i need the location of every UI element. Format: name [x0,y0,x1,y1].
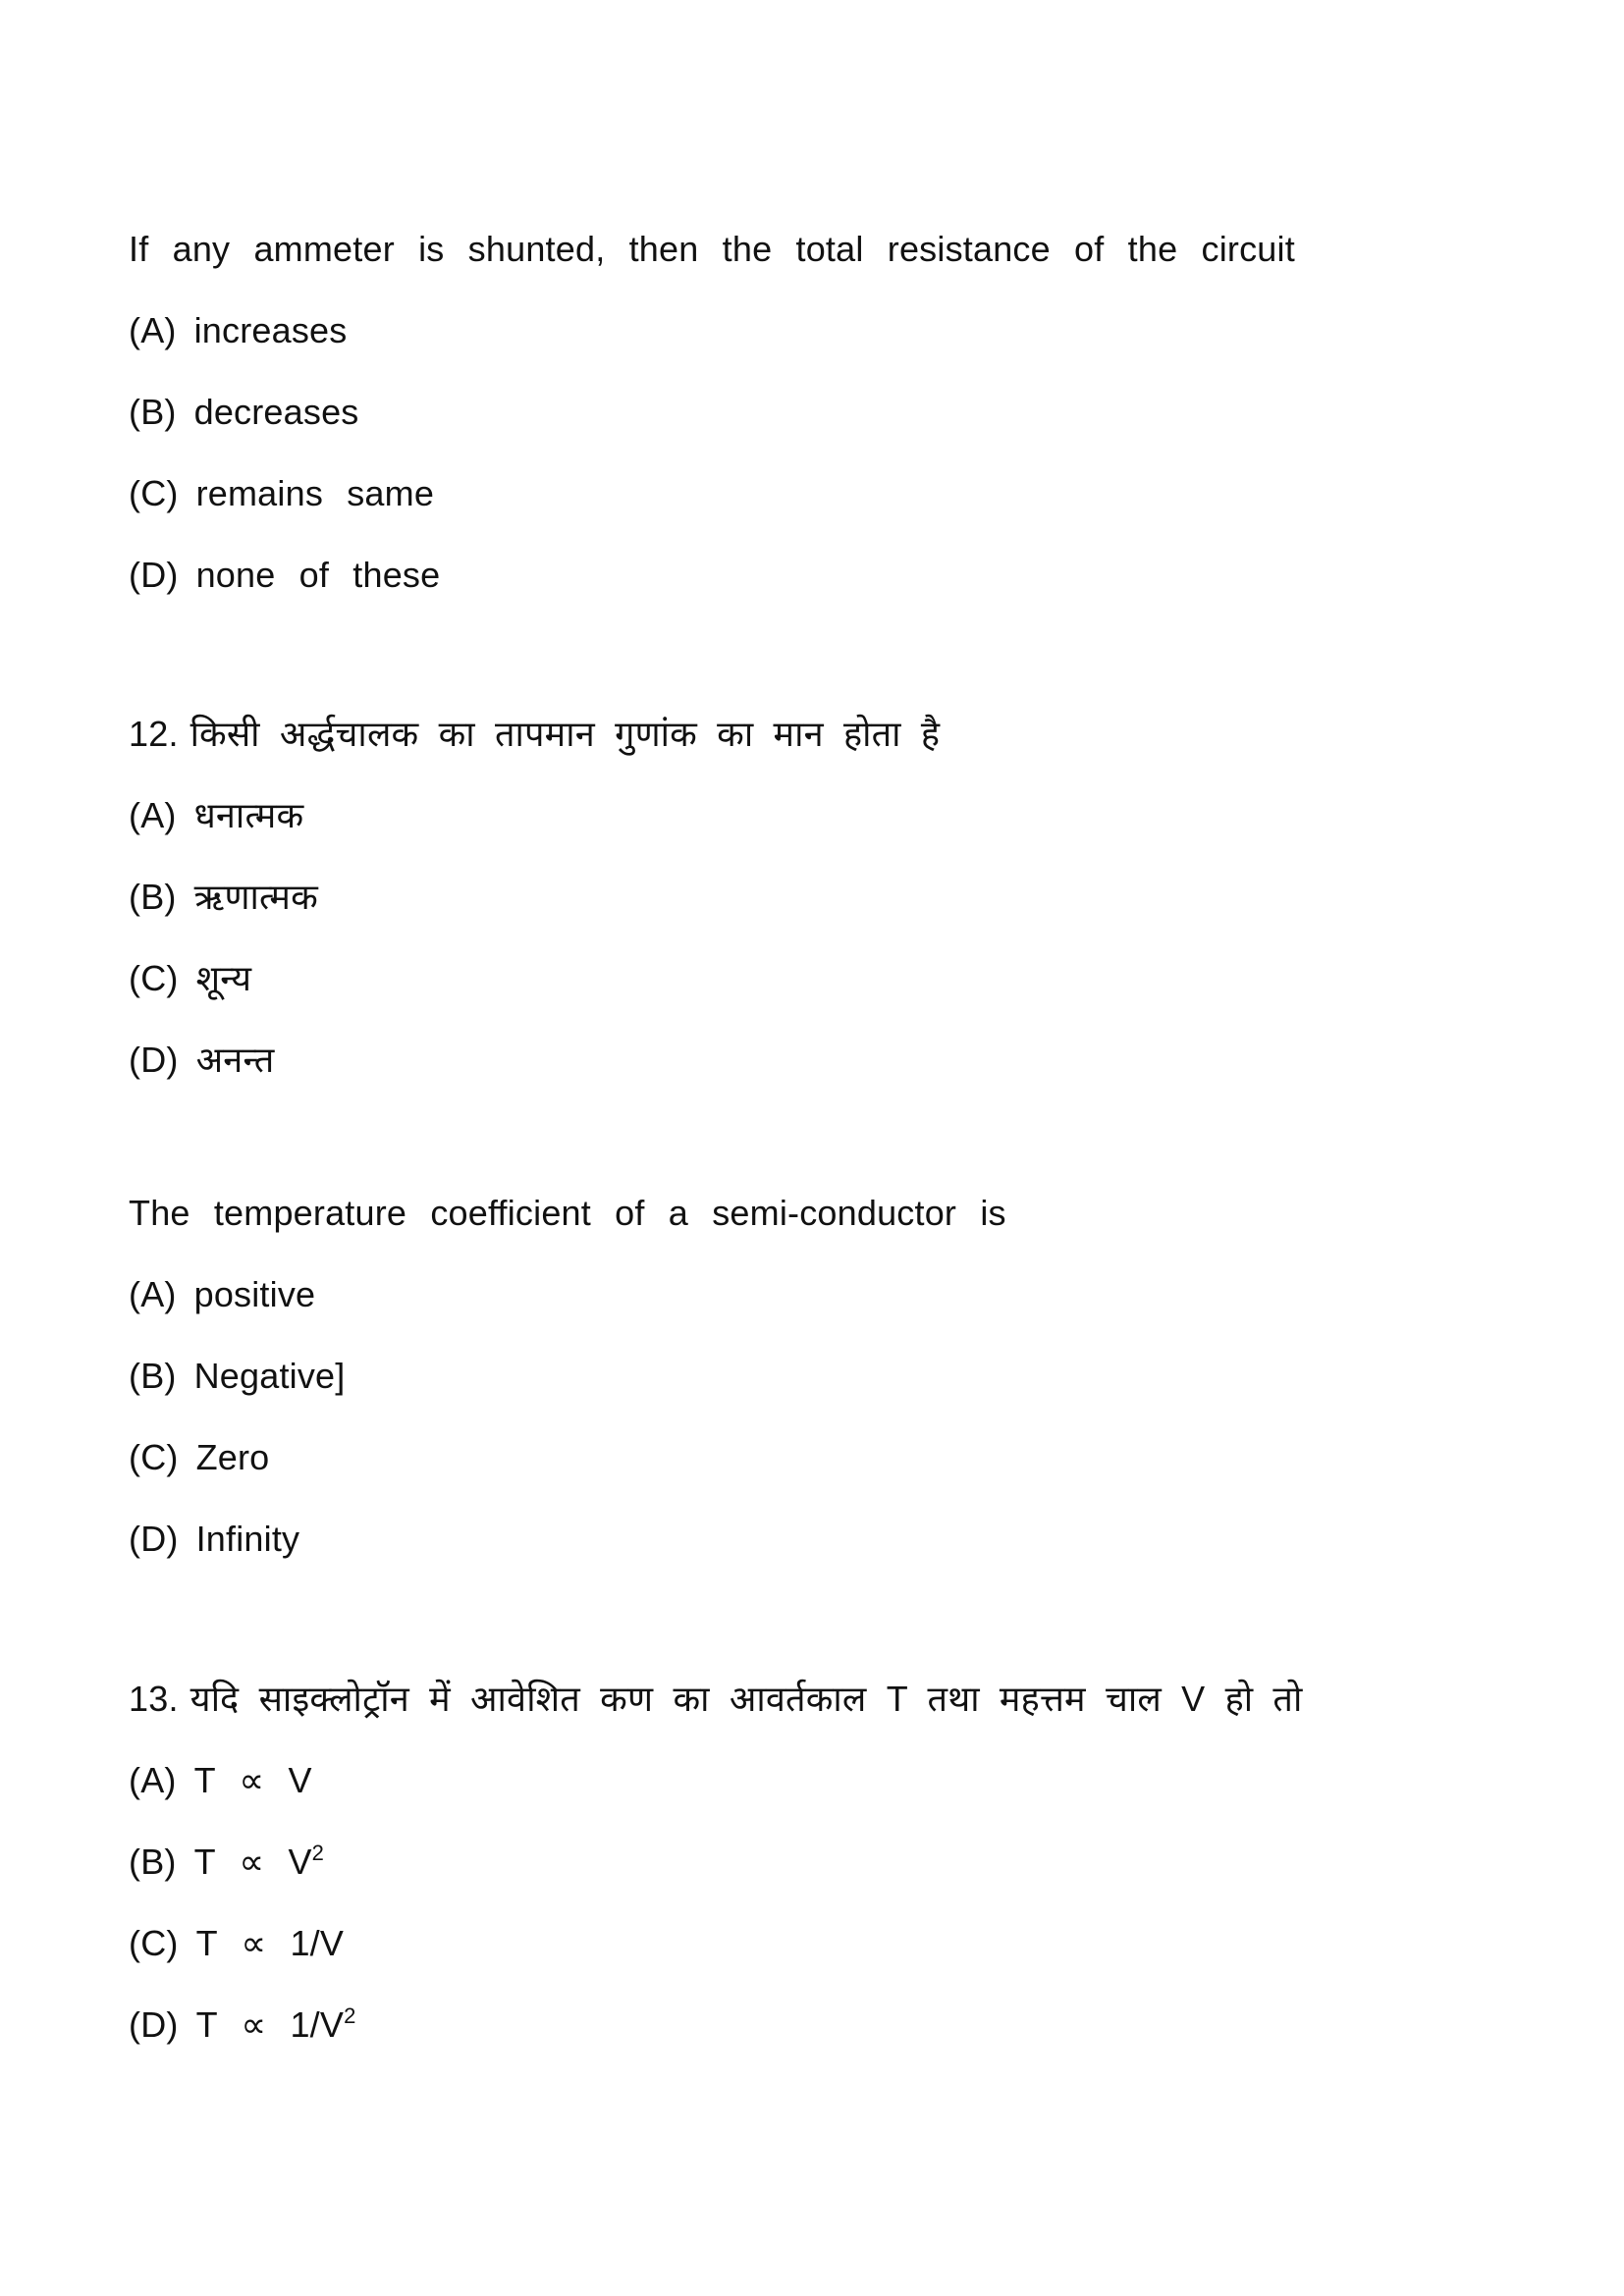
option-c [129,473,1295,558]
question-number: 13. [129,1679,179,1719]
option-label: (B) [129,1842,177,1882]
option-text: धनात्मक [193,795,304,835]
question-stem: If any ammeter is shunted, then the total resistance of the circuit [129,229,1295,269]
option-d [129,1042,940,1124]
option-label: (D) [129,2004,179,2045]
option-b [129,1841,1302,1926]
option-d [129,555,1295,639]
option-label: (A) [129,1760,177,1800]
option-c [129,1923,1302,2007]
option-text [195,1923,345,1963]
option-text: none of these [195,555,441,595]
option-label: (D) [129,1519,179,1559]
option-a [129,310,1295,395]
question-block-q11-en [129,229,1295,639]
option-label: (D) [129,555,179,595]
option-c [129,1437,1006,1522]
option-text [193,1760,312,1800]
option-text: ऋणात्मक [193,877,318,917]
option-label: (C) [129,473,179,513]
option-b [129,1356,1006,1440]
option-label: (C) [129,1923,179,1963]
option-label: (A) [129,795,177,835]
formula-exponent: 2 [344,2003,356,2028]
formula-exponent: 2 [311,1841,325,1865]
formula: T ∝ V [193,1760,312,1800]
option-d [129,1519,1006,1603]
option-text: remains same [195,473,435,513]
option-label: (B) [129,392,177,432]
question-text [129,229,1295,313]
question-block-q12-hi [129,714,941,1124]
option-c [129,958,940,1042]
option-text: decreases [193,392,359,432]
option-text: Infinity [195,1519,300,1559]
option-text: Negative] [193,1356,346,1396]
question-text [129,1679,1303,1763]
option-label: (C) [129,1437,179,1477]
question-block-q12-en [129,1193,1006,1603]
option-label: (A) [129,310,177,350]
option-label: (A) [129,1274,177,1314]
option-a [129,1274,1006,1359]
question-text [129,714,941,798]
option-a [129,1760,1302,1844]
formula: T ∝ V [193,1842,312,1882]
option-text: positive [193,1274,316,1314]
question-stem: The temperature coefficient of a semi-conductor is [129,1193,1006,1233]
option-text: Zero [195,1437,270,1477]
option-b [129,877,940,961]
option-text: शून्य [195,958,252,998]
option-text [193,1841,325,1882]
option-b [129,392,1295,476]
option-label: (D) [129,1040,179,1080]
option-text: अनन्त [195,1040,275,1080]
option-label: (B) [129,877,177,917]
formula: T ∝ 1/V [195,1923,345,1963]
option-text [195,2003,356,2045]
option-a [129,795,940,880]
formula: T ∝ 1/V [195,2004,345,2045]
question-stem: यदि साइक्लोट्रॉन में आवेशित कण का आवर्तकाल T तथा महत्तम चाल V हो तो [189,1679,1303,1719]
option-text: increases [193,310,348,350]
question-stem: किसी अर्द्धचालक का तापमान गुणांक का मान होता है [189,714,941,754]
option-label: (B) [129,1356,177,1396]
option-label: (C) [129,958,179,998]
question-text [129,1193,1006,1277]
option-d [129,2003,1302,2089]
question-number: 12. [129,714,179,754]
question-block-q13-hi [129,1679,1303,2089]
